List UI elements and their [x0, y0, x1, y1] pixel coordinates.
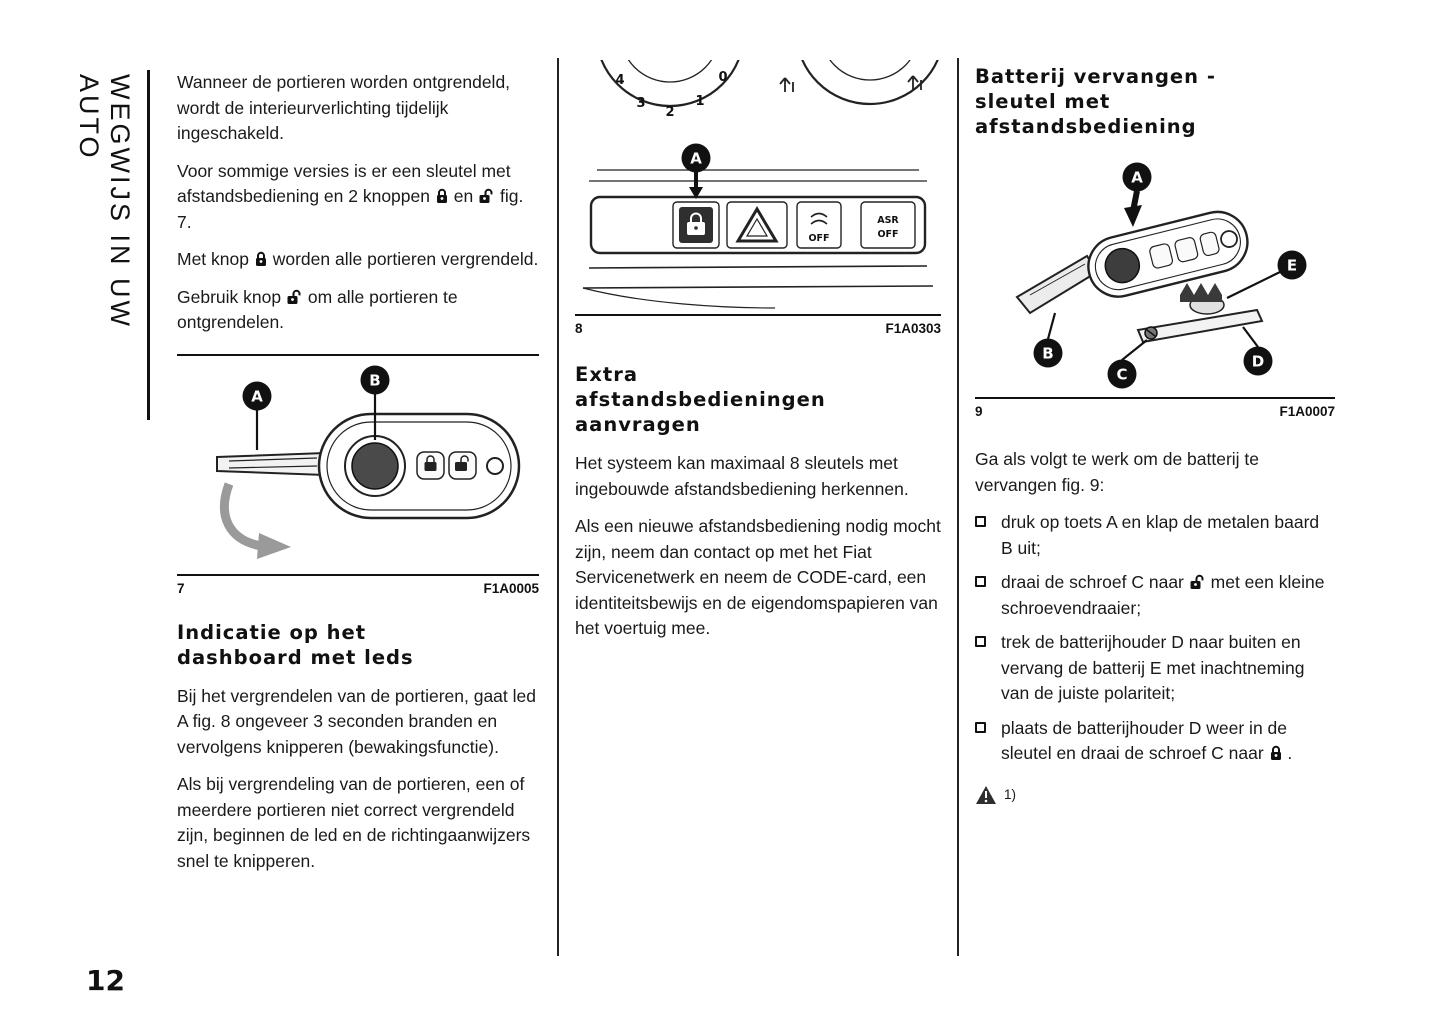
fold-arrow [224, 484, 291, 559]
text: trek de batterijhouder D naar buiten en vervang de batterij E met inachtneming van de juiste polariteit; [1001, 632, 1305, 703]
svg-text:A: A [251, 387, 263, 405]
text: Met knop [177, 249, 249, 269]
figure-8 [575, 60, 941, 336]
figure-number: 7 [177, 580, 185, 596]
bullet-square-icon [975, 722, 986, 733]
heading-line: Extra [575, 363, 638, 386]
list-item [975, 510, 1335, 561]
asr-off-button [861, 202, 915, 248]
text: . [1287, 743, 1293, 763]
footnote-marker: 1) [1004, 787, 1017, 802]
paragraph: Ga als volgt te werk om de batterij te vervangen fig. 9: [975, 449, 1260, 495]
svg-text:B: B [369, 371, 381, 389]
paragraph: Als een nieuwe afstandsbediening nodig mocht zijn, neem dan contact op met het Fiat Servicenetwerk en neem de CODE-card, een identiteitsbewijs en de eigendomspapieren van het voertuig mee. [575, 516, 941, 638]
svg-text:0: 0 [718, 70, 728, 85]
heading-line: afstandsbediening [975, 115, 1197, 138]
key-release-button-cap [352, 443, 398, 489]
fig9-label-b [1034, 313, 1063, 368]
figure-9 [975, 155, 1335, 419]
svg-text:OFF: OFF [877, 229, 899, 240]
lock-open-icon [478, 188, 495, 204]
svg-text:A: A [1131, 168, 1143, 187]
section-rule [177, 354, 539, 356]
list-item [975, 630, 1335, 707]
fob-lock-button [417, 452, 444, 479]
figure-number: 8 [575, 321, 583, 336]
warning-icon [975, 785, 997, 805]
chapter-title: WEGWIJS IN UW AUTO [74, 74, 135, 329]
figure-code: F1A0303 [885, 321, 941, 336]
esc-off-button [797, 202, 841, 248]
section-heading [975, 64, 1335, 139]
key-fob-body [1082, 206, 1254, 303]
fig8-dashboard-drawing [575, 60, 941, 310]
airflow-dial [796, 60, 941, 104]
svg-text:E: E [1286, 256, 1298, 275]
column-divider [557, 58, 559, 956]
console-trim-line [589, 266, 927, 268]
console-trim-line [583, 286, 933, 288]
fig9-label-c [1108, 340, 1148, 389]
svg-text:4: 4 [615, 73, 625, 88]
list-item [975, 716, 1335, 767]
fig9-label-a [1123, 163, 1152, 228]
svg-text:2: 2 [665, 105, 675, 120]
airflow-icon [780, 78, 793, 92]
text: plaats de batterijhouder D weer in de sleutel en draai de schroef C naar [1001, 717, 1288, 763]
paragraph: Als bij vergrendeling van de portieren, een of meerdere portieren niet correct vergrendeld zijn, beginnen de led en de richtingaanwijzers snel te knipperen. [177, 774, 531, 871]
paragraph: Wanneer de portieren worden ontgrendeld, wordt de interieurverlichting tijdelijk ingeschakeld. [177, 72, 511, 143]
heading-line: Batterij vervangen - [975, 65, 1216, 88]
heading-line: Indicatie op het [177, 620, 367, 644]
svg-text:D: D [1251, 352, 1265, 371]
screw [1145, 327, 1157, 339]
fig8-label-a [682, 144, 711, 200]
figure-code: F1A0007 [1279, 404, 1335, 419]
text: draai de schroef C naar [1001, 572, 1184, 592]
paragraph: Het systeem kan maximaal 8 sleutels met ingebouwde afstandsbediening herkennen. [575, 453, 909, 499]
paragraph [177, 285, 539, 336]
column-right [975, 64, 1335, 805]
figure-number: 9 [975, 404, 983, 419]
paragraph [177, 247, 539, 273]
bullet-square-icon [975, 636, 986, 647]
svg-text:B: B [1042, 344, 1054, 363]
bullet-square-icon [975, 576, 986, 587]
door-lock-button [673, 202, 719, 248]
lock-open-icon [286, 289, 303, 305]
battery-holder [1138, 310, 1262, 342]
lock-closed-icon [435, 188, 449, 204]
paragraph [177, 159, 539, 236]
console-trim-curve [583, 288, 775, 308]
figure-7 [177, 358, 539, 596]
battery-clip [1180, 283, 1222, 302]
column-divider [957, 58, 959, 956]
bullet-square-icon [975, 516, 986, 527]
fig7-label-a [243, 381, 272, 450]
key-blade [1017, 256, 1097, 313]
text: Voor sommige versies is er een sleutel met afstandsbediening en 2 knoppen [177, 160, 511, 206]
page-number: 12 [86, 964, 125, 997]
text: om alle portieren te ontgrendelen. [177, 286, 458, 332]
svg-text:OFF: OFF [808, 233, 830, 244]
text: met een kleine schroevendraaier; [1001, 572, 1325, 618]
fig9-label-d [1243, 327, 1273, 376]
figure-code: F1A0005 [483, 580, 539, 596]
fig9-battery-drawing [975, 155, 1335, 393]
svg-text:C: C [1116, 365, 1128, 384]
text: Gebruik knop [177, 286, 282, 307]
lock-closed-icon [254, 251, 268, 267]
heading-line: afstandsbedieningen [575, 388, 826, 411]
fob-unlock-button [449, 452, 476, 479]
svg-text:A: A [690, 149, 702, 168]
section-heading [177, 620, 539, 670]
text: fig. 7. [177, 186, 524, 232]
footnote [975, 785, 1335, 805]
hazard-button [727, 202, 787, 248]
svg-text:1: 1 [695, 94, 705, 109]
text: druk op toets A en klap de metalen baard B uit; [1001, 512, 1320, 558]
paragraph: Bij het vergrendelen van de portieren, gaat led A fig. 8 ongeveer 3 seconden branden en vervolgens knipperen (bewakingsfunctie). [177, 685, 536, 757]
figure-caption [975, 397, 1335, 419]
figure-caption [575, 314, 941, 336]
lock-open-icon [1189, 574, 1206, 590]
text: worden alle portieren vergrendeld. [272, 249, 539, 269]
procedure-list [975, 510, 1335, 767]
column-middle [575, 58, 941, 654]
figure-caption [177, 574, 539, 596]
lock-closed-icon [1269, 745, 1283, 761]
svg-text:ASR: ASR [877, 215, 899, 226]
heading-line: dashboard met leds [177, 645, 414, 669]
fan-speed-dial [596, 60, 744, 120]
text: en [453, 186, 474, 206]
heading-line: aanvragen [575, 413, 701, 436]
chapter-rule [147, 70, 150, 420]
fig7-key-drawing [177, 358, 539, 570]
key-blade [217, 453, 325, 475]
column-left [177, 70, 539, 886]
svg-text:3: 3 [636, 96, 646, 111]
list-item [975, 570, 1335, 621]
heading-line: sleutel met [975, 90, 1111, 113]
section-heading [575, 362, 941, 437]
